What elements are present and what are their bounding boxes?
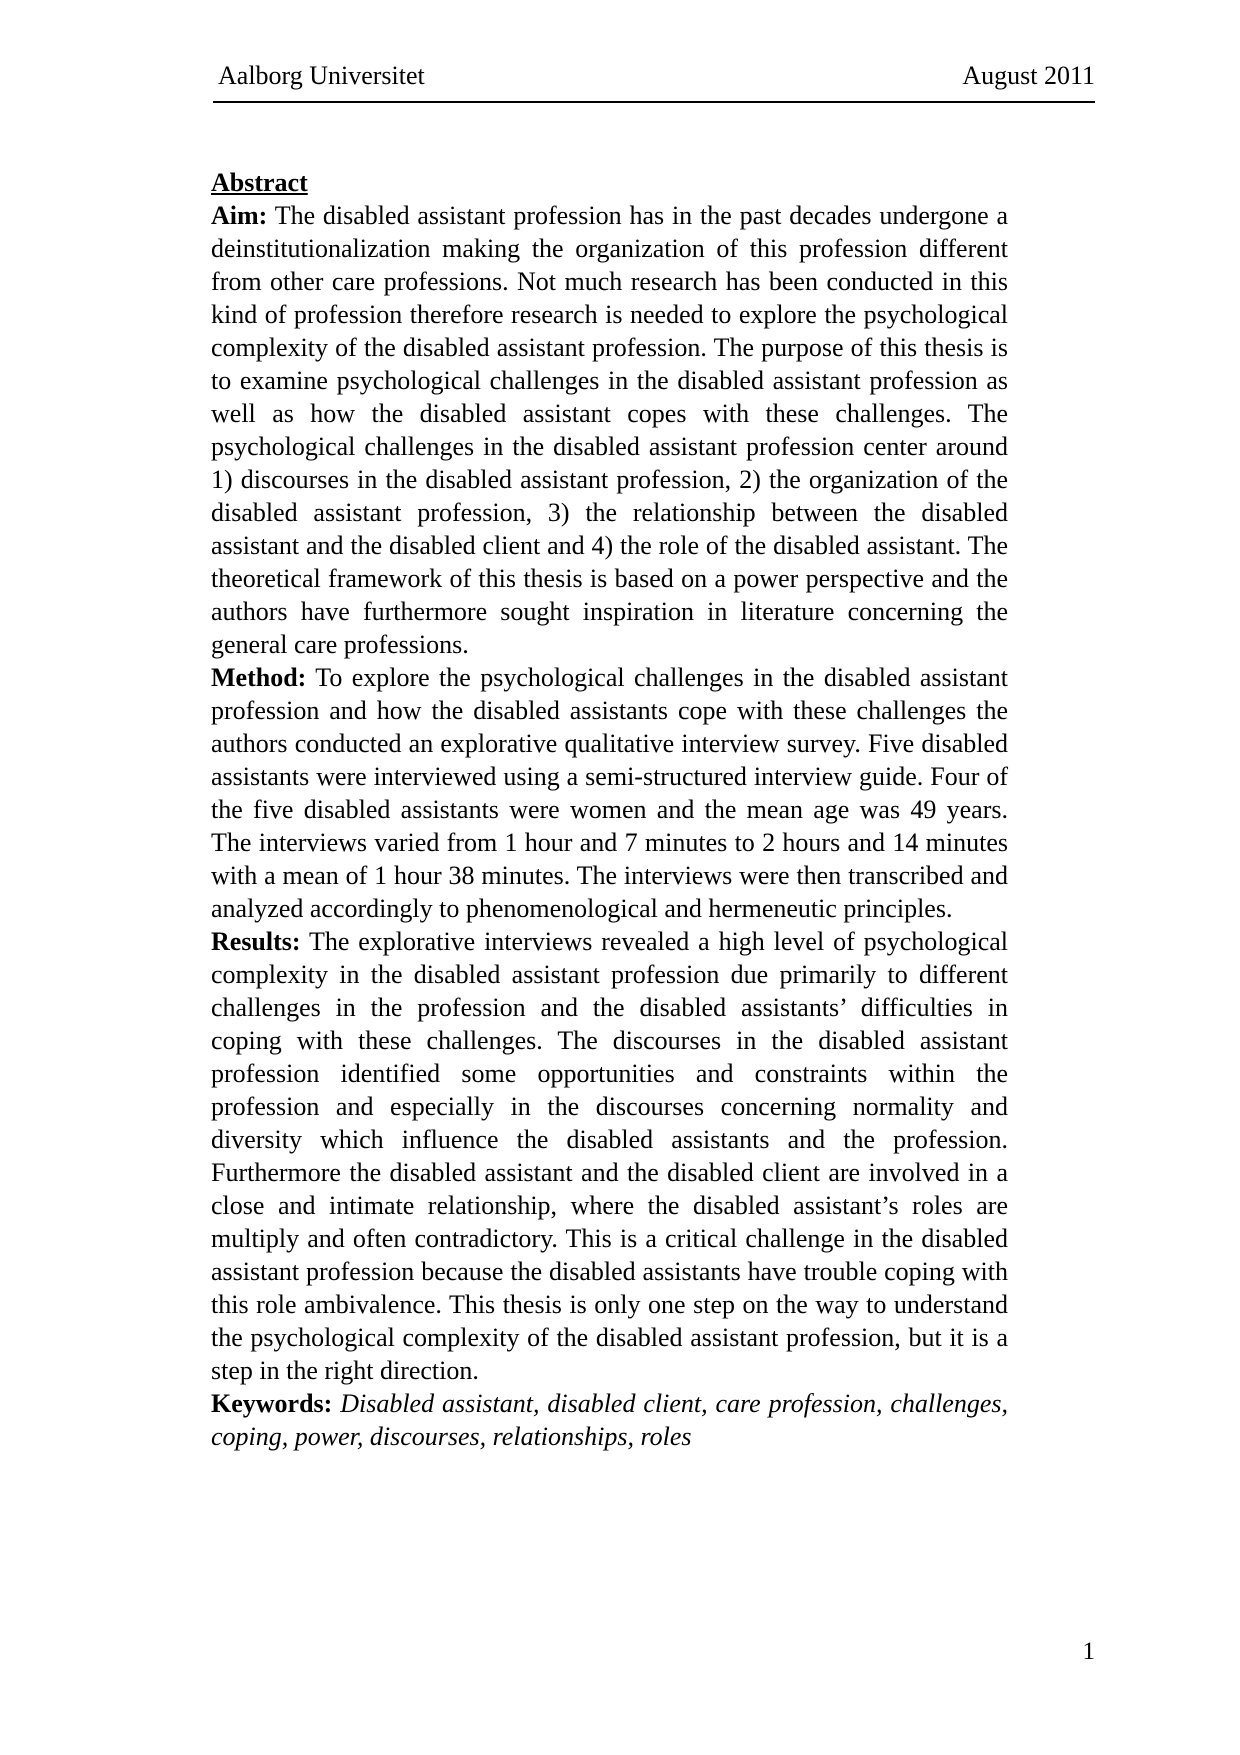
header-institution: Aalborg Universitet [218, 61, 425, 90]
paragraph-keywords-label: Keywords: [211, 1389, 333, 1418]
paragraph-aim-label: Aim: [211, 201, 268, 230]
page-number: 1 [1082, 1638, 1095, 1665]
paragraph-aim [211, 199, 1008, 661]
paragraph-method-text: To explore the psychological challenges in the disabled assistant profession and how the disabled assistants cope with these challenges the authors conducted an explorative qualitative interview survey. Five disabled assistants were interviewed using a semi-structured interview guide. Four of the five disabled assistants were women and the mean age was 49 years. The interviews varied from 1 hour and 7 minutes to 2 hours and 14 minutes with a mean of 1 hour 38 minutes. The interviews were then transcribed and analyzed accordingly to phenomenological and hermeneutic principles. [211, 663, 1008, 923]
paragraph-results-text: The explorative interviews revealed a high level of psychological complexity in the disabled assistant profession due primarily to different challenges in the profession and the disabled assistants’ difficulties in coping with these challenges. The discourses in the disabled assistant profession identified some opportunities and constraints within the profession and especially in the discourses concerning normality and diversity which influence the disabled assistants and the profession. Furthermore the disabled assistant and the disabled client are involved in a close and intimate relationship, where the disabled assistant’s roles are multiply and often contradictory. This is a critical challenge in the disabled assistant profession because the disabled assistants have trouble coping with this role ambivalence. This thesis is only one step on the way to understand the psychological complexity of the disabled assistant profession, but it is a step in the right direction. [211, 927, 1009, 1385]
paragraph-results-label: Results: [211, 927, 301, 956]
page-header [213, 60, 1095, 103]
abstract-heading: Abstract [211, 168, 308, 197]
paragraph-results [211, 925, 1008, 1387]
paragraph-method-label: Method: [211, 663, 307, 692]
paragraph-aim-text: The disabled assistant profession has in the past decades undergone a deinstitutionalization making the organization of this profession different from other care professions. Not much research has been conducted in this kind of profession therefore research is needed to explore the psychological complexity of the disabled assistant profession. The purpose of this thesis is to examine psychological challenges in the disabled assistant profession as well as how the disabled assistant copes with these challenges. The psychological challenges in the disabled assistant profession center around 1) discourses in the disabled assistant profession, 2) the organization of the disabled assistant profession, 3) the relationship between the disabled assistant and the disabled client and 4) the role of the disabled assistant. The theoretical framework of this thesis is based on a power perspective and the authors have furthermore sought inspiration in literature concerning the general care professions. [211, 201, 1009, 659]
header-date: August 2011 [962, 61, 1095, 90]
paragraph-keywords [211, 1387, 1008, 1453]
paragraph-keywords-text: Disabled assistant, disabled client, care profession, challenges, coping, power, discourses, relationships, roles [211, 1389, 1008, 1451]
paragraph-method [211, 661, 1008, 925]
abstract-content [211, 166, 1008, 1453]
